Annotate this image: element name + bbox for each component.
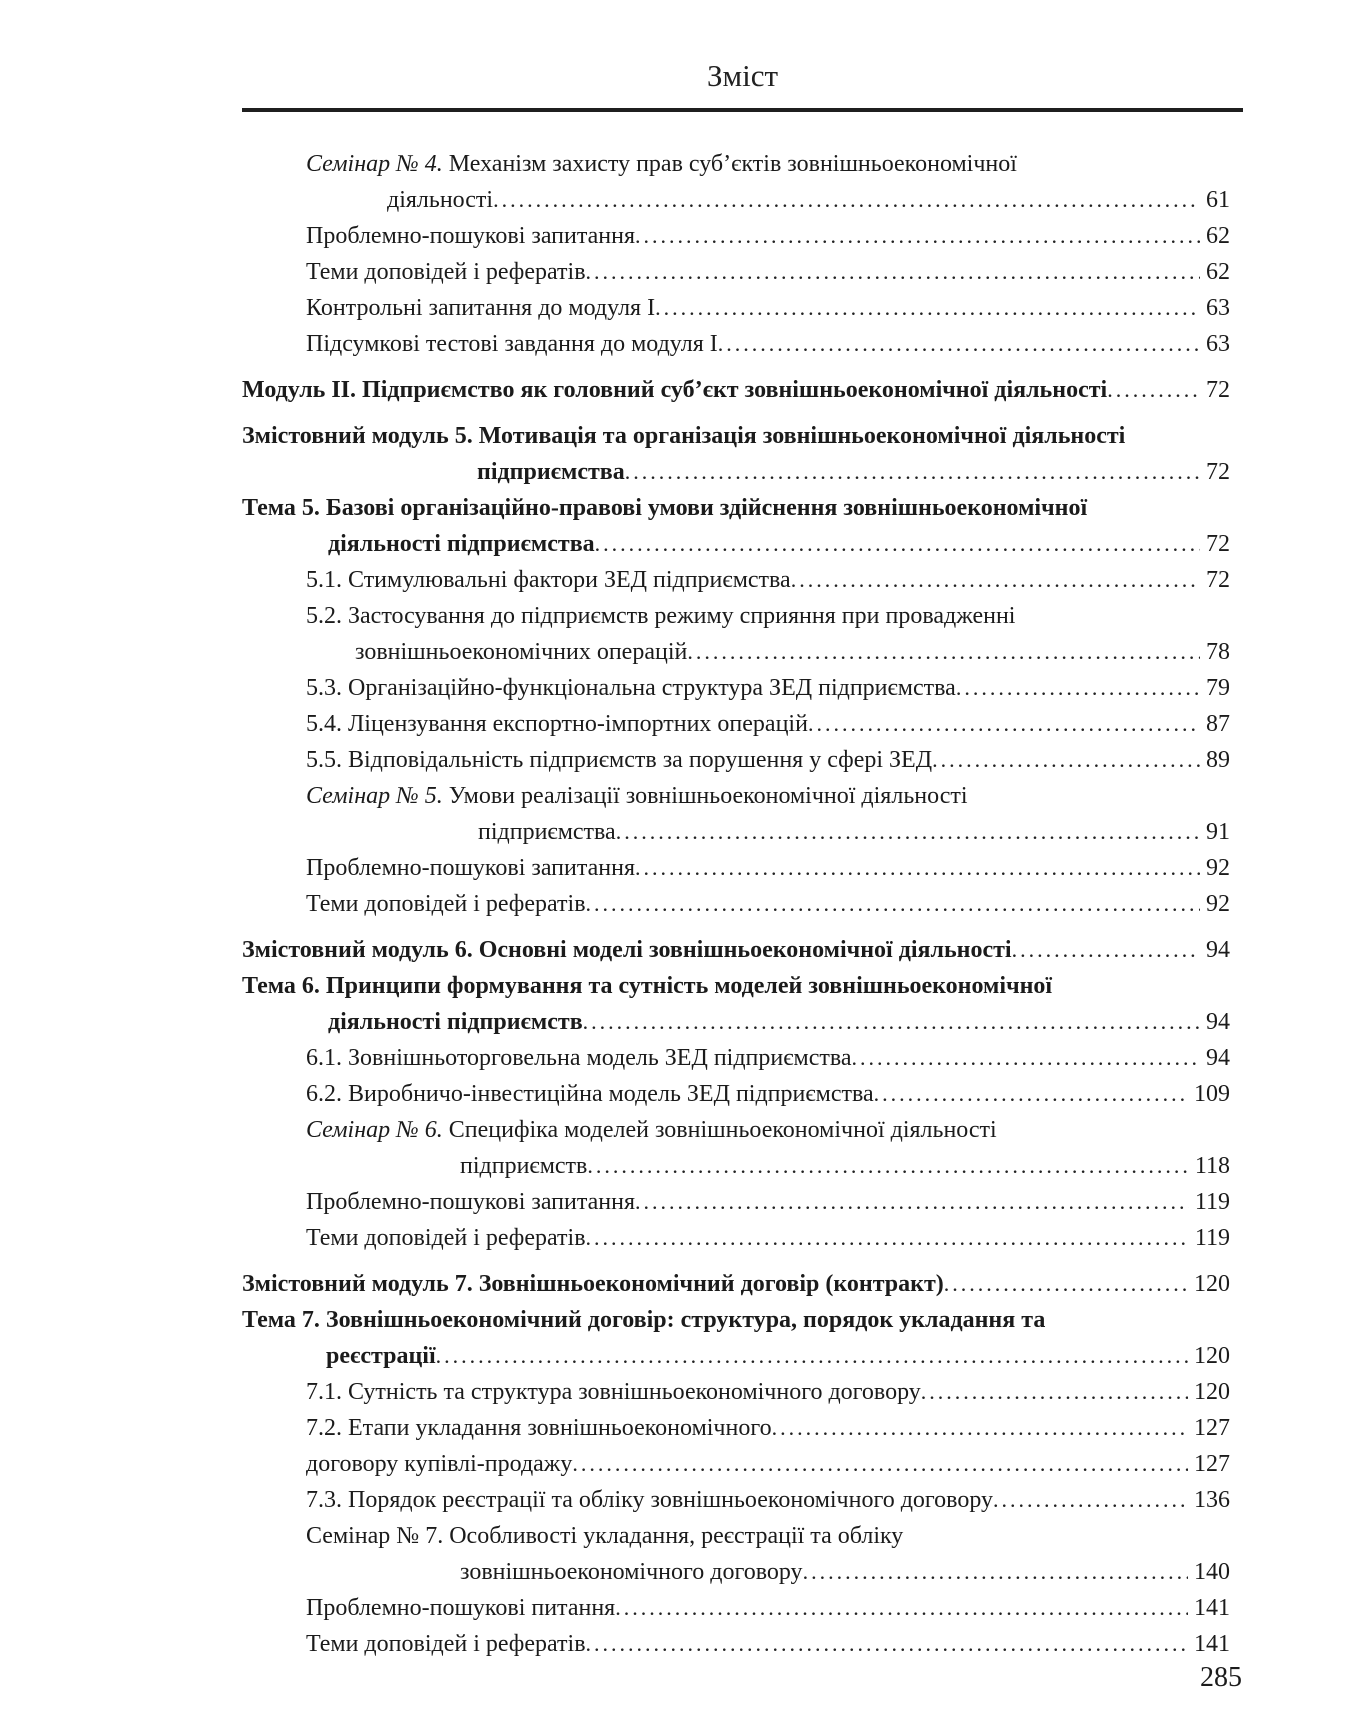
toc-entry-line: [242, 418, 1230, 454]
toc-entry-text: 7.3. Порядок реєстрації та обліку зовнішньоекономічного договору: [306, 1487, 994, 1513]
dot-leader: [993, 1482, 1188, 1518]
toc-entry-text: Підсумкові тестові завдання до модуля I: [306, 331, 718, 357]
toc-entry-line: [242, 1338, 1230, 1374]
toc-entry-line: [242, 372, 1230, 408]
toc-entry-line: [242, 850, 1230, 886]
toc-entry-line: [242, 290, 1230, 326]
toc-entry-page-number: 87: [1206, 711, 1230, 737]
toc-entry-line: [242, 1266, 1230, 1302]
toc-entry-page-number: 127: [1194, 1451, 1230, 1477]
toc-entry-text: Змістовний модуль 5. Мотивація та організація зовнішньоекономічної діяльності: [242, 423, 1126, 449]
toc-entry-text: Умови реалізації зовнішньоекономічної діяльності: [448, 783, 968, 809]
dot-leader: [635, 218, 1200, 254]
toc-entry-text: Теми доповідей і рефератів: [306, 1225, 586, 1251]
toc-entry-page-number: 72: [1206, 567, 1230, 593]
toc-entry-line: [242, 182, 1230, 218]
toc-entry-text: Теми доповідей і рефератів: [306, 259, 586, 285]
dot-leader: [586, 254, 1200, 290]
toc-entry-page-number: 61: [1206, 187, 1230, 213]
toc-entry-lead: Семінар № 5.: [306, 783, 449, 809]
toc-entry-page-number: 79: [1206, 675, 1230, 701]
toc-entry-line: [242, 1554, 1230, 1590]
toc-entry-lead: Семінар № 6.: [306, 1117, 449, 1143]
toc-entry-line: [242, 1590, 1230, 1626]
toc-entry-text: Семінар № 7. Особливості укладання, реєстрації та обліку: [306, 1523, 904, 1549]
toc-entry-text: 7.1. Сутність та структура зовнішньоекономічного договору: [306, 1379, 921, 1405]
dot-leader: [583, 1004, 1200, 1040]
toc-entry-page-number: 141: [1194, 1631, 1230, 1657]
toc-entry-line: [242, 490, 1230, 526]
toc-entry-text: 5.2. Застосування до підприємств режиму сприяння при провадженні: [306, 603, 1016, 629]
toc-entry-page-number: 127: [1194, 1415, 1230, 1441]
toc-entry-line: [242, 454, 1230, 490]
toc-entry-line: [242, 1518, 1230, 1554]
toc-entry-text: 6.1. Зовнішньоторговельна модель ЗЕД підприємства: [306, 1045, 852, 1071]
toc-entry-line: [242, 1148, 1230, 1184]
toc-entry-page-number: 141: [1194, 1595, 1230, 1621]
dot-leader: [586, 1220, 1189, 1256]
toc-entry-page-number: 94: [1206, 1009, 1230, 1035]
dot-leader: [436, 1338, 1188, 1374]
dot-leader: [803, 1554, 1188, 1590]
toc-entry-line: [242, 706, 1230, 742]
toc-entry-text: Тема 5. Базові організаційно-правові умови здійснення зовнішньоекономічної: [242, 495, 1088, 521]
toc-entry-page-number: 94: [1206, 937, 1230, 963]
toc-entry-line: [242, 968, 1230, 1004]
toc-entry-page-number: 89: [1206, 747, 1230, 773]
toc-entry-line: [242, 1374, 1230, 1410]
toc-entry-page-number: 136: [1194, 1487, 1230, 1513]
dot-leader: [616, 814, 1200, 850]
toc-entry-line: [242, 814, 1230, 850]
toc-entry-text: 7.2. Етапи укладання зовнішньоекономічного: [306, 1415, 772, 1441]
toc-entry-line: [242, 254, 1230, 290]
toc-entry-line: [242, 1446, 1230, 1482]
dot-leader: [493, 182, 1200, 218]
toc-entry-text: Теми доповідей і рефератів: [306, 891, 586, 917]
toc-entry-page-number: 119: [1194, 1189, 1230, 1215]
toc-entry-text: Проблемно-пошукові запитання: [306, 855, 636, 881]
toc-entry-text: зовнішньоекономічних операцій: [355, 639, 688, 665]
toc-entry-text: діяльності: [387, 187, 494, 213]
dot-leader: [615, 1590, 1188, 1626]
toc-list: [242, 126, 1230, 1662]
dot-leader: [956, 670, 1200, 706]
toc-entry-page-number: 120: [1194, 1343, 1230, 1369]
toc-entry-page-number: 72: [1206, 531, 1230, 557]
page-title: Зміст: [706, 58, 779, 93]
toc-entry-text: Проблемно-пошукові запитання: [306, 223, 636, 249]
toc-entry-page-number: 92: [1206, 855, 1230, 881]
toc-entry-line: [242, 1184, 1230, 1220]
toc-entry-text: діяльності підприємств: [328, 1009, 583, 1035]
toc-entry-text: 6.2. Виробничо-інвестиційна модель ЗЕД підприємства: [306, 1081, 874, 1107]
toc-entry-text: реєстрації: [326, 1343, 436, 1369]
toc-entry-text: Модуль II. Підприємство як головний суб’єкт зовнішньоекономічної діяльності: [242, 377, 1108, 403]
dot-leader: [718, 326, 1200, 362]
toc-entry-page-number: 140: [1194, 1559, 1230, 1585]
dot-leader: [944, 1266, 1188, 1302]
dot-leader: [635, 850, 1200, 886]
toc-entry-line: [242, 932, 1230, 968]
dot-leader: [595, 526, 1200, 562]
footer-page-number: 285: [1200, 1662, 1242, 1693]
toc-entry-line: [242, 326, 1230, 362]
toc-entry-text: підприємства: [477, 459, 625, 485]
toc-entry-line: [242, 670, 1230, 706]
toc-entry-text: 5.3. Організаційно-функціональна структура ЗЕД підприємства: [306, 675, 956, 701]
dot-leader: [808, 706, 1200, 742]
toc-entry-text: 5.4. Ліцензування експортно-імпортних операцій: [306, 711, 808, 737]
dot-leader: [874, 1076, 1188, 1112]
toc-entry-page-number: 120: [1194, 1271, 1230, 1297]
toc-entry-text: Проблемно-пошукові запитання: [306, 1189, 636, 1215]
dot-leader: [587, 1148, 1189, 1184]
toc-entry-page-number: 109: [1194, 1081, 1230, 1107]
toc-entry-line: [242, 1076, 1230, 1112]
toc-entry-text: Теми доповідей і рефератів: [306, 1631, 586, 1657]
toc-entry-page-number: 72: [1206, 459, 1230, 485]
toc-entry-line: [242, 1004, 1230, 1040]
toc-entry-text: Тема 7. Зовнішньоекономічний договір: структура, порядок укладання та: [242, 1307, 1046, 1333]
toc-entry-page-number: 62: [1206, 223, 1230, 249]
toc-entry-page-number: 63: [1206, 295, 1230, 321]
toc-entry-page-number: 120: [1194, 1379, 1230, 1405]
toc-entry-line: [242, 218, 1230, 254]
dot-leader: [772, 1410, 1188, 1446]
dot-leader: [932, 742, 1200, 778]
toc-entry-text: Змістовний модуль 6. Основні моделі зовнішньоекономічної діяльності: [242, 937, 1012, 963]
toc-entry-line: [242, 778, 1230, 814]
toc-entry-text: Контрольні запитання до модуля I: [306, 295, 656, 321]
toc-entry-text: Проблемно-пошукові питання: [306, 1595, 616, 1621]
toc-entry-page-number: 119: [1194, 1225, 1230, 1251]
toc-entry-line: [242, 1112, 1230, 1148]
toc-entry-text: договору купівлі-продажу: [306, 1451, 573, 1477]
toc-entry-text: діяльності підприємства: [328, 531, 595, 557]
toc-entry-text: Змістовний модуль 7. Зовнішньоекономічний договір (контракт): [242, 1271, 944, 1297]
dot-leader: [687, 634, 1200, 670]
toc-entry-text: Механізм захисту прав суб’єктів зовнішньоекономічної: [448, 151, 1017, 177]
page-header: [242, 58, 1243, 112]
toc-entry-lead: Семінар № 4.: [306, 151, 449, 177]
toc-entry-line: [242, 146, 1230, 182]
toc-entry-page-number: 92: [1206, 891, 1230, 917]
toc-entry-line: [242, 1040, 1230, 1076]
toc-entry-line: [242, 742, 1230, 778]
toc-entry-page-number: 94: [1206, 1045, 1230, 1071]
dot-leader: [635, 1184, 1189, 1220]
toc-entry-line: [242, 1626, 1230, 1662]
toc-entry-text: 5.5. Відповідальність підприємств за порушення у сфері ЗЕД: [306, 747, 933, 773]
dot-leader: [655, 290, 1200, 326]
toc-entry-text: 5.1. Стимулювальні фактори ЗЕД підприємства: [306, 567, 791, 593]
dot-leader: [586, 886, 1200, 922]
dot-leader: [586, 1626, 1188, 1662]
toc-entry-page-number: 62: [1206, 259, 1230, 285]
toc-entry-line: [242, 526, 1230, 562]
toc-entry-text: підприємств: [460, 1153, 588, 1179]
toc-entry-page-number: 72: [1206, 377, 1230, 403]
dot-leader: [852, 1040, 1200, 1076]
toc-entry-page-number: 118: [1194, 1153, 1230, 1179]
toc-entry-text: підприємства: [478, 819, 616, 845]
toc-entry-page-number: 78: [1206, 639, 1230, 665]
toc-entry-text: Тема 6. Принципи формування та сутність моделей зовнішньоекономічної: [242, 973, 1053, 999]
toc-entry-line: [242, 634, 1230, 670]
toc-entry-page-number: 63: [1206, 331, 1230, 357]
dot-leader: [625, 454, 1200, 490]
dot-leader: [921, 1374, 1188, 1410]
dot-leader: [1012, 932, 1200, 968]
toc-entry-line: [242, 886, 1230, 922]
toc-entry-line: [242, 1220, 1230, 1256]
toc-entry-line: [242, 1410, 1230, 1446]
dot-leader: [572, 1446, 1188, 1482]
toc-entry-text: Специфіка моделей зовнішньоекономічної діяльності: [448, 1117, 997, 1143]
toc-entry-line: [242, 598, 1230, 634]
toc-entry-line: [242, 562, 1230, 598]
dot-leader: [791, 562, 1200, 598]
toc-entry-line: [242, 1302, 1230, 1338]
toc-entry-line: [242, 1482, 1230, 1518]
toc-entry-page-number: 91: [1206, 819, 1230, 845]
toc-entry-text: зовнішньоекономічного договору: [460, 1559, 803, 1585]
dot-leader: [1107, 372, 1200, 408]
